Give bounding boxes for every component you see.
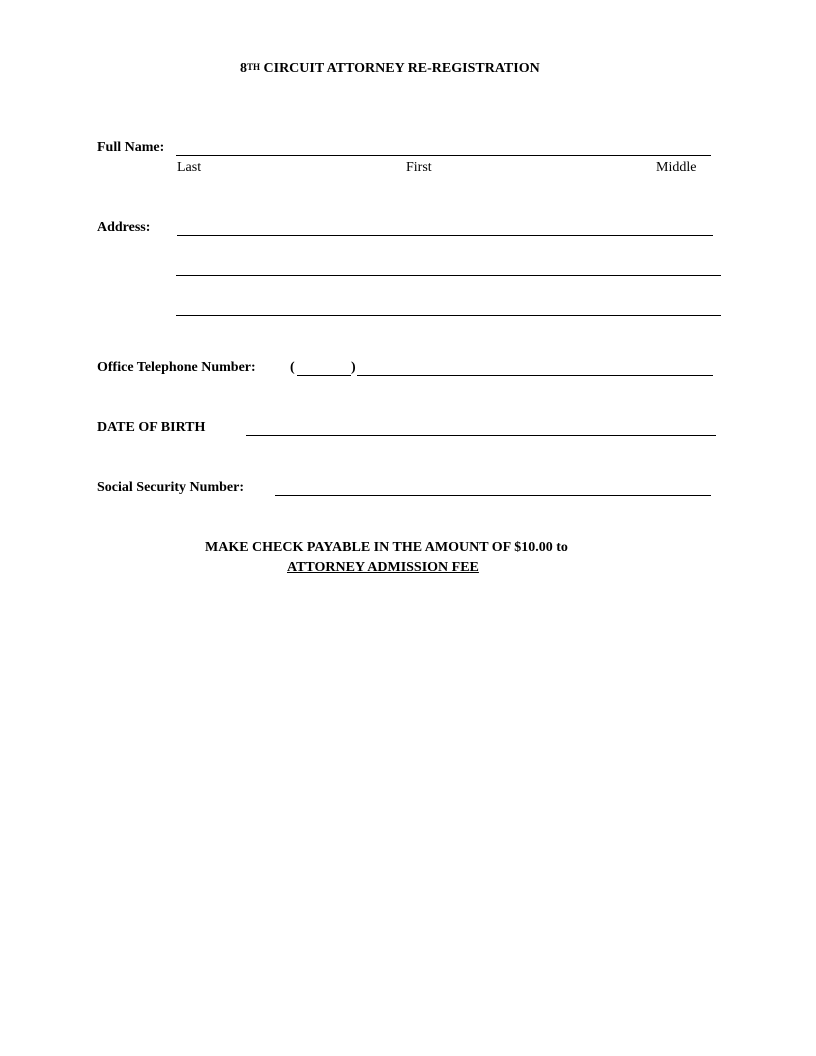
payee-name: ATTORNEY ADMISSION FEE: [287, 560, 479, 575]
first-sublabel: First: [406, 160, 432, 175]
phone-label: Office Telephone Number:: [97, 360, 256, 375]
address-line-1-field[interactable]: [177, 235, 713, 236]
area-code-close-paren: ): [351, 360, 356, 375]
dob-label: DATE OF BIRTH: [97, 420, 206, 435]
ssn-label: Social Security Number:: [97, 480, 244, 495]
full-name-label: Full Name:: [97, 140, 165, 155]
ssn-field[interactable]: [275, 495, 711, 496]
last-sublabel: Last: [177, 160, 202, 175]
middle-sublabel: Middle: [656, 160, 697, 175]
area-code-open-paren: (: [290, 360, 295, 375]
area-code-field[interactable]: [297, 375, 351, 376]
phone-number-field[interactable]: [357, 375, 713, 376]
page-title: 8TH CIRCUIT ATTORNEY RE-REGISTRATION: [240, 61, 540, 76]
dob-field[interactable]: [246, 435, 716, 436]
address-line-2-field[interactable]: [176, 275, 721, 276]
address-label: Address:: [97, 220, 151, 235]
payment-instruction: MAKE CHECK PAYABLE IN THE AMOUNT OF $10.00 to: [205, 540, 568, 555]
address-line-3-field[interactable]: [176, 315, 721, 316]
full-name-field[interactable]: [176, 155, 711, 156]
